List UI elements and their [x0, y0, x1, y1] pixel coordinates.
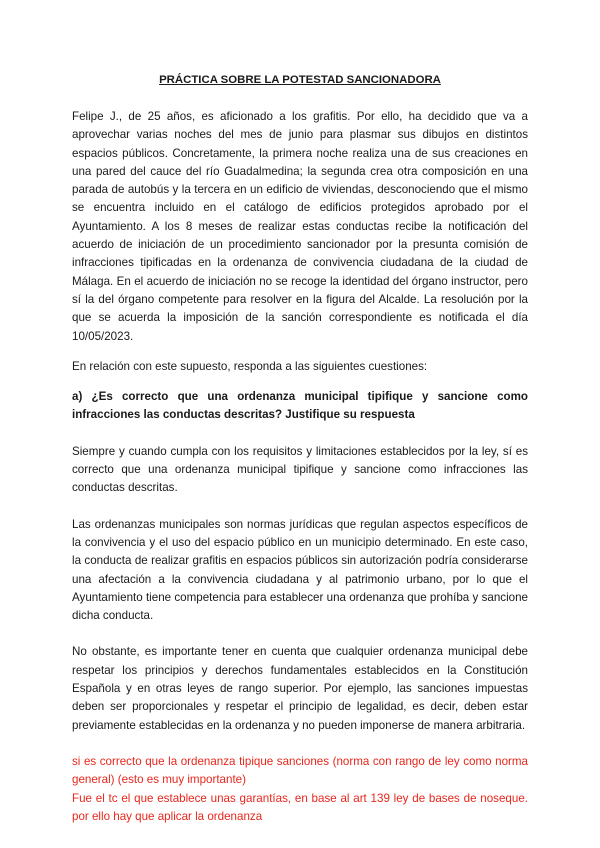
red-note-1: si es correcto que la ordenanza tipique sanciones (norma con rango de ley como norma general) (esto es muy importante) [72, 754, 528, 787]
answer-paragraph-2: Las ordenanzas municipales son normas jurídicas que regulan aspectos específicos de la convivencia y el uso del espacio público en un municipio determinado. En este caso, la conducta de realizar grafitis en espacios públicos sin autorización podría considerarse una afectación a la convivencia ciudadana y al patrimonio urbano, por lo que el Ayuntamiento tiene competencia para establecer una ordenanza que prohíba y sancione dicha conducta. [72, 517, 528, 623]
case-paragraph: Felipe J., de 25 años, es aficionado a los grafitis. Por ello, ha decidido que va a aprovechar varias noches del mes de junio para plasmar sus dibujos en distintos espacios públicos. Concretamente, la primera noche realiza una de sus creaciones en una pared del cauce del río Guadalmedina; la segunda crea otra composición en una parada de autobús y la tercera en un edificio de viviendas, desconociendo que el mismo se encuentra incluido en el catálogo de edificios protegidos aprobado por el Ayuntamiento. A los 8 meses de realizar estas conductas recibe la notificación del acuerdo de iniciación de un procedimiento sancionador por la presunta comisión de infracciones tipificadas en la ordenanza de convivencia ciudadana de la ciudad de Málaga. En el acuerdo de iniciación no se recoge la identidad del órgano instructor, pero sí la del órgano competente para resolver en la figura del Alcalde. La resolución por la que se acuerda la imposición de la sanción correspondiente es notificada el día 10/05/2023. [72, 110, 528, 343]
instructions-text: En relación con este supuesto, responda a las siguientes cuestiones: [72, 359, 428, 373]
answer-paragraph-3: No obstante, es importante tener en cuenta que cualquier ordenanza municipal debe respetar los principios y derechos fundamentales establecidos en la Constitución Española y en otras leyes de rango superior. Por ejemplo, las sanciones impuestas deben ser proporcionales y respetar el principio de legalidad, es decir, deben estar previamente establecidas en la ordenanza y no pueden imponerse de manera arbitraria. [72, 645, 528, 732]
answer-paragraph-1: Siempre y cuando cumpla con los requisitos y limitaciones establecidos por la ley, sí es correcto que una ordenanza municipal tipifique y sancione como infracciones las conductas descritas. [72, 444, 528, 495]
document-title: PRÁCTICA SOBRE LA POTESTAD SANCIONADORA [159, 74, 441, 86]
question-a: a) ¿Es correcto que una ordenanza municipal tipifique y sancione como infracciones las conductas descritas? Justifique su respuesta [72, 390, 528, 422]
red-note-2: Fue el tc el que establece unas garantías, en base al art 139 ley de bases de noseque. por ello hay que aplicar la ordenanza [72, 791, 528, 823]
